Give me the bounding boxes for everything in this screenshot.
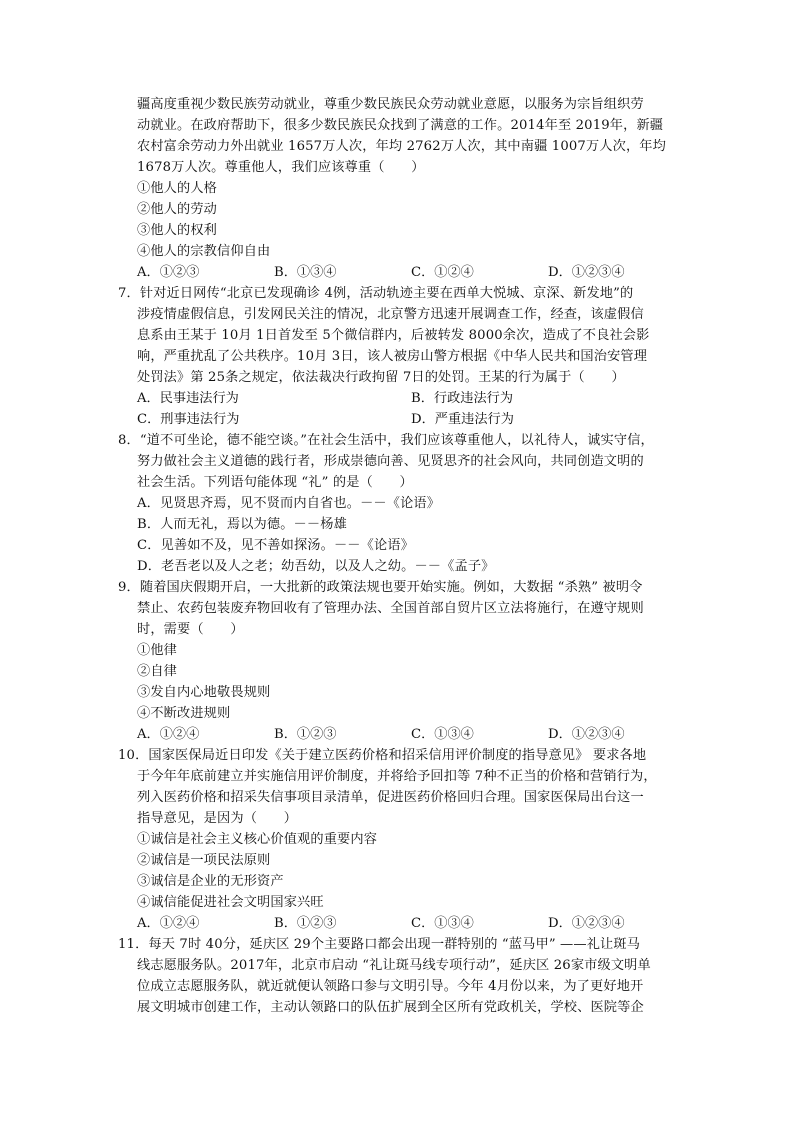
q9-item: ③发自内心地敬畏规则 [137,685,271,700]
q6-item: ③他人的权利 [137,223,218,238]
q6-item: ②他人的劳动 [137,202,218,217]
q9-choice-d: D．①②③④ [548,727,625,742]
q10-choice-d: D．①②③④ [548,916,625,931]
q10-stem-line: 指导意见，是因为（ ） [137,811,298,826]
q8-stem-line: 社会生活。下列语句能体现 “礼” 的是（ ） [137,475,413,490]
q10-item: ①诚信是社会主义核心价值观的重要内容 [137,832,378,847]
q6-stem-line: 疆高度重视少数民族劳动就业，尊重少数民族民众劳动就业意愿，以服务为宗旨组织劳 [137,97,644,112]
q10-stem-line: 于今年年底前建立并实施信用评价制度，并将给予回扣等 7种不正当的价格和营销行为， [137,769,657,784]
q9-choice-c: C．①③④ [411,727,474,742]
q9-choice-b: B．①②③ [274,727,337,742]
q7-choice-a: A．民事违法行为 [137,391,239,406]
q10-choice-a: A．①②④ [137,916,200,931]
q10-choice-c: C．①③④ [411,916,474,931]
q9-stem-line: 禁止、农药包装废弃物回收有了管理办法、全国首部自贸片区立法将施行，在遵守规则 [137,601,644,616]
q10-choice-b: B．①②③ [274,916,337,931]
q8-choice-b: B．人而无礼，焉以为德。－－杨雄 [137,517,347,532]
q11-stem-line: 线志愿服务队。2017年，北京市启动 “礼让斑马线专项行动”，延庆区 26家市级文明单 [137,958,651,973]
q6-item: ①他人的人格 [137,181,218,196]
q10-item: ②诚信是一项民法原则 [137,853,271,868]
q11-stem-line: 展文明城市创建工作，主动认领路口的队伍扩展到全区所有党政机关，学校、医院等企 [137,1000,644,1015]
q6-stem-line: 动就业。在政府帮助下，很多少数民族民众找到了满意的工作。2014年至 2019年，新疆 [137,118,664,133]
q9-choice-a: A．①②④ [137,727,200,742]
q11-stem-line: 11．每天 7时 40分，延庆区 29个主要路口都会出现一群特别的 “蓝马甲” ——礼让斑马 [118,937,641,952]
q10-stem-line: 列入医药价格和招采失信事项目录清单，促进医药价格回归合理。国家医保局出台这一 [137,790,644,805]
q8-stem-line: 8．“道不可坐论，德不能空谈。”在社会生活中，我们应该尊重他人，以礼待人，诚实守信， [118,433,654,448]
q7-stem-line: 处罚法》第 25条之规定，依法裁决行政拘留 7日的处罚。王某的行为属于（ ） [137,370,625,385]
q8-choice-a: A．见贤思齐焉，见不贤而内自省也。－－《论语》 [137,496,441,511]
q6-choice-c: C．①②④ [411,265,474,280]
q7-stem-line: 息系由王某于 10月 1日首发至 5个微信群内，后被转发 8000余次，造成了不良社会影 [137,328,650,343]
q8-stem-line: 努力做社会主义道德的践行者，形成崇德向善、见贤思齐的社会风向，共同创造文明的 [137,454,644,469]
q9-stem-line: 9．随着国庆假期开启，一大批新的政策法规也要开始实施。例如，大数据 “杀熟” 被明令 [118,580,643,595]
q6-choice-b: B．①③④ [274,265,337,280]
q7-stem-line: 7．针对近日网传“北京已发现确诊 4例，活动轨迹主要在西单大悦城、京深、新发地”的 [118,286,634,301]
q6-choice-d: D．①②③④ [548,265,625,280]
q7-choice-b: B．行政违法行为 [411,391,514,406]
q7-stem-line: 响，严重扰乱了公共秩序。10月 3日，该人被房山警方根据《中华人民共和国治安管理 [137,349,648,364]
q9-stem-line: 时，需要（ ） [137,622,244,637]
q6-item: ④他人的宗教信仰自由 [137,244,271,259]
q9-item: ④不断改进规则 [137,706,231,721]
q10-stem-line: 10．国家医保局近日印发《关于建立医药价格和招采信用评价制度的指导意见》 要求各地 [118,748,647,763]
q11-stem-line: 位成立志愿服务队，就近就便认领路口参与文明引导。今年 4月份以来，为了更好地开 [137,979,644,994]
q6-stem-line: 1678万人次。尊重他人，我们应该尊重（ ） [137,160,425,175]
q8-choice-c: C．见善如不及，见不善如探汤。－－《论语》 [137,538,414,553]
q8-choice-d: D．老吾老以及人之老；幼吾幼，以及人之幼。－－《孟子》 [137,559,495,574]
q7-choice-d: D．严重违法行为 [411,412,514,427]
q7-choice-c: C．刑事违法行为 [137,412,240,427]
q9-item: ①他律 [137,643,178,658]
q10-item: ④诚信能促进社会文明国家兴旺 [137,895,324,910]
q6-stem-line: 农村富余劳动力外出就业 1657万人次，年均 2762万人次，其中南疆 1007万人次，年均 [137,139,666,154]
q7-stem-line: 涉疫情虚假信息，引发网民关注的情况，北京警方迅速开展调查工作，经查，该虚假信 [137,307,644,322]
q9-item: ②自律 [137,664,178,679]
q10-item: ③诚信是企业的无形资产 [137,874,284,889]
q6-choice-a: A．①②③ [137,265,200,280]
